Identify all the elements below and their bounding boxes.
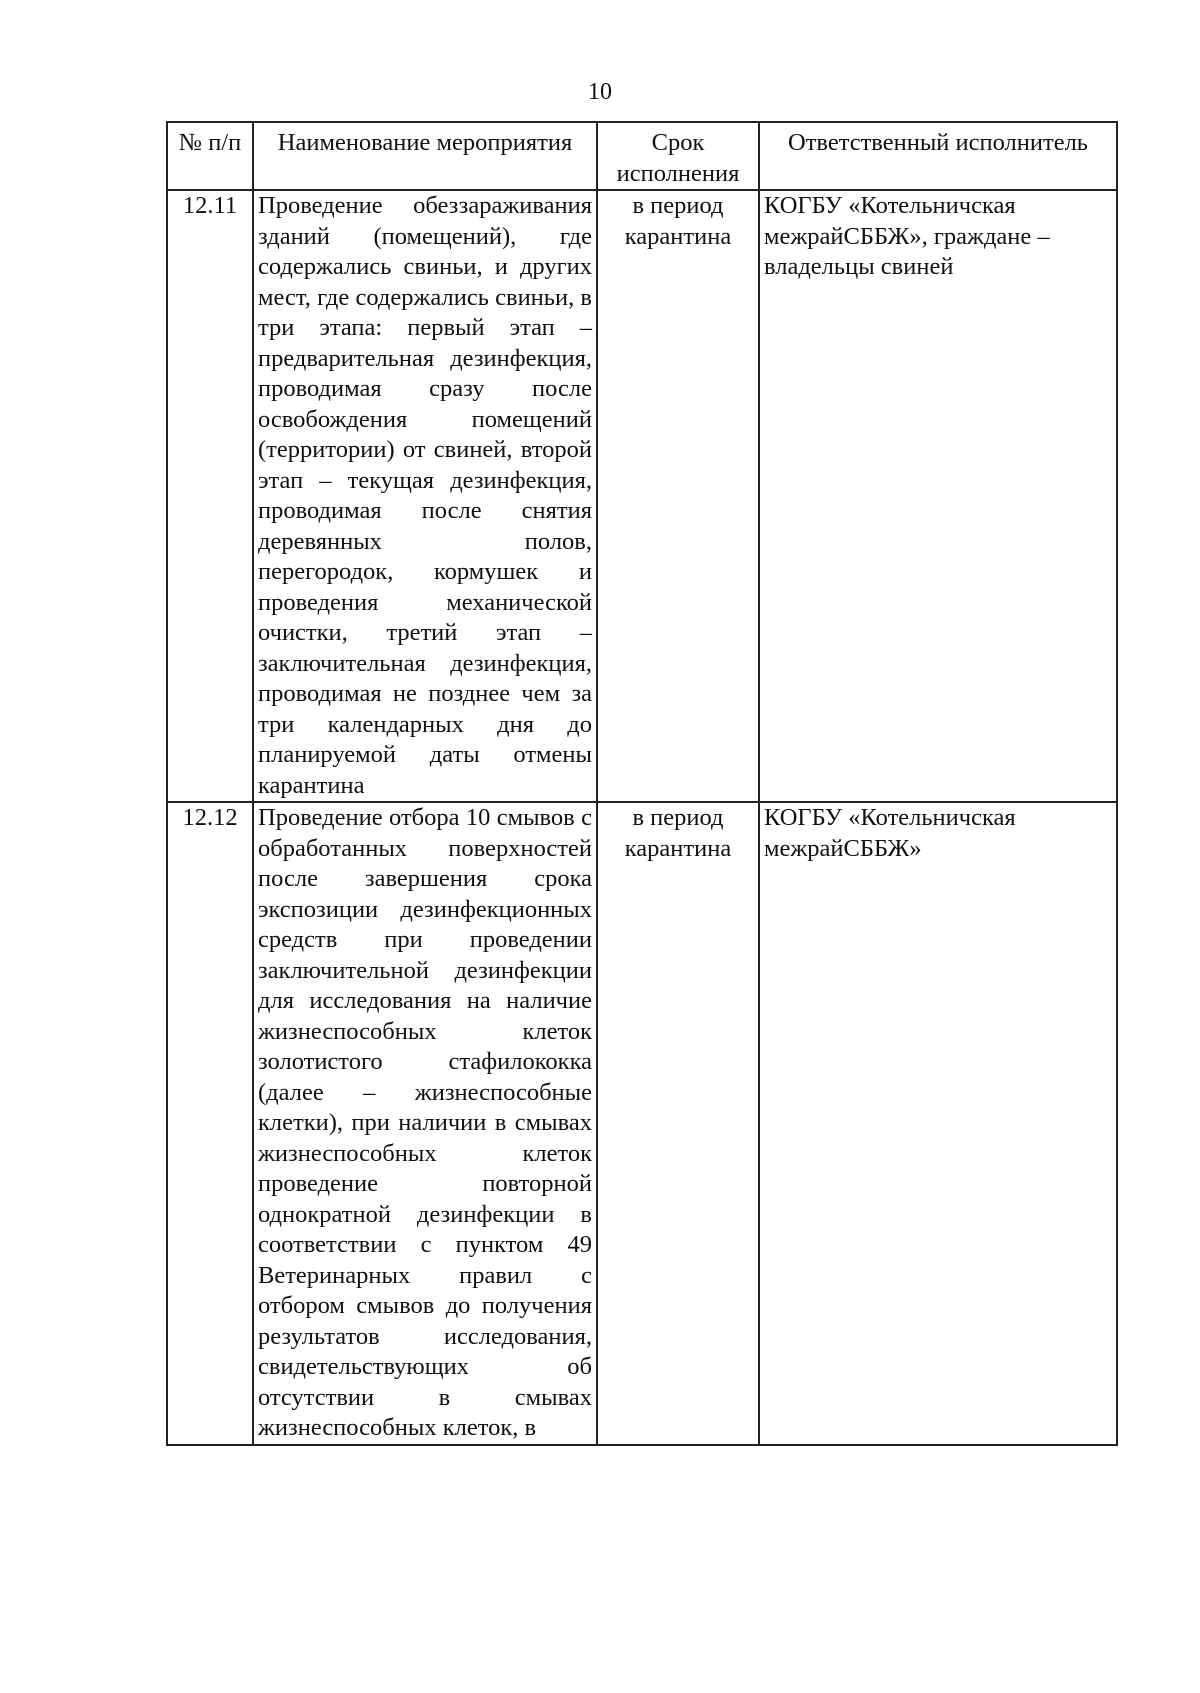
header-name: Наименование мероприятия xyxy=(253,122,597,190)
page-number: 10 xyxy=(588,79,612,105)
row-measure-name: Проведение отбора 10 смывов с обработанных поверхностей после завершения срока экспозиции дезинфекционных средств при проведении заключительной дезинфекции для исследования на наличие жизнеспособных клеток золотистого стафилококка (далее – жизнеспособные клетки), при наличии в смывах жизнеспособных клеток проведение повторной однократной дезинфекции в соответствии с пунктом 49 Ветеринарных правил с отбором смывов до получения результатов исследования, свидетельствующих об отсутствии в смывах жизнеспособных клеток, в xyxy=(253,802,597,1445)
row-term: в период карантина xyxy=(597,190,759,802)
row-term: в период карантина xyxy=(597,802,759,1445)
row-number: 12.12 xyxy=(167,802,253,1445)
table-header-row xyxy=(167,122,1117,190)
row-responsible: КОГБУ «Котельничская межрайСББЖ» xyxy=(759,802,1117,1445)
row-responsible: КОГБУ «Котельничская межрайСББЖ», граждане – владельцы свиней xyxy=(759,190,1117,802)
row-number: 12.11 xyxy=(167,190,253,802)
measures-table xyxy=(166,121,1118,1446)
header-term: Срок исполнения xyxy=(597,122,759,190)
table-row xyxy=(167,190,1117,802)
row-measure-name: Проведение обеззараживания зданий (помещений), где содержались свиньи, и других мест, где содержались свиньи, в три этапа: первый этап – предварительная дезинфекция, проводимая сразу после освобождения помещений (территории) от свиней, второй этап – текущая дезинфекция, проводимая после снятия деревянных полов, перегородок, кормушек и проведения механической очистки, третий этап – заключительная дезинфекция, проводимая не позднее чем за три календарных дня до планируемой даты отмены карантина xyxy=(253,190,597,802)
table-row xyxy=(167,802,1117,1445)
header-number: № п/п xyxy=(167,122,253,190)
header-responsible: Ответственный исполнитель xyxy=(759,122,1117,190)
